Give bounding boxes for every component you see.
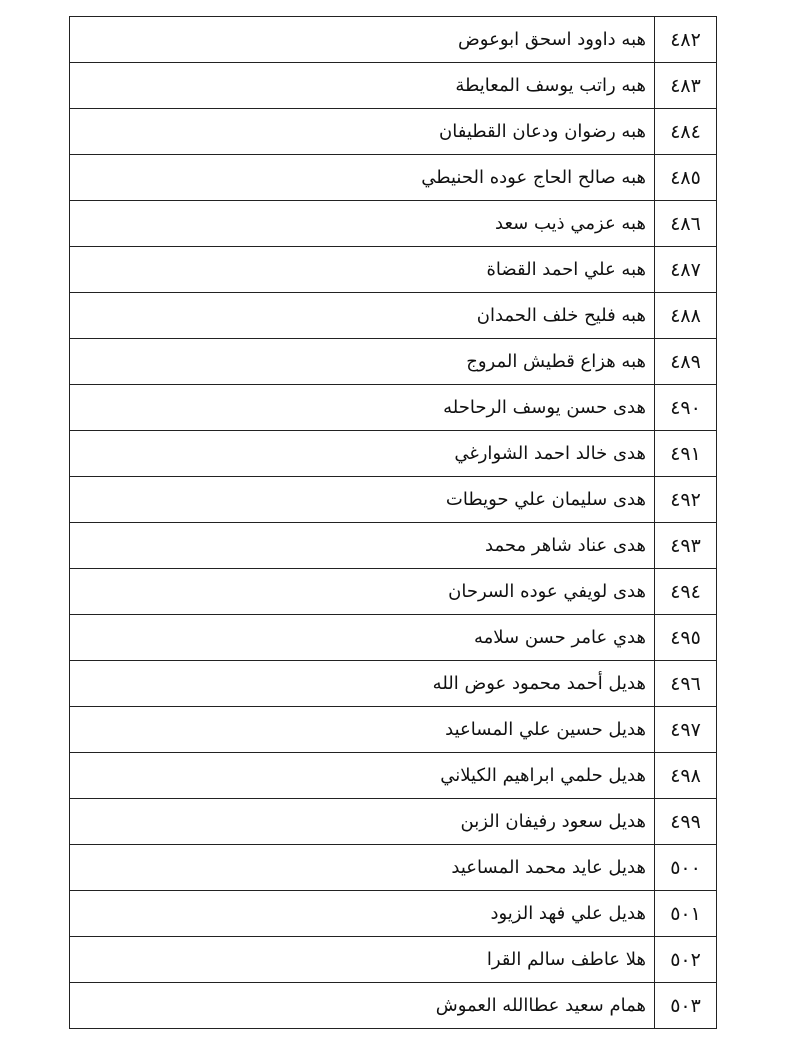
person-name-cell: هبه علي احمد القضاة — [70, 247, 655, 293]
row-number-cell: ٤٩٨ — [655, 753, 717, 799]
table-row — [70, 569, 717, 615]
person-name-cell: هديل سعود رفيفان الزبن — [70, 799, 655, 845]
person-name-cell: هديل حسين علي المساعيد — [70, 707, 655, 753]
row-number-cell: ٤٩٦ — [655, 661, 717, 707]
table-row — [70, 385, 717, 431]
table-row — [70, 523, 717, 569]
row-number-cell: ٤٨٨ — [655, 293, 717, 339]
row-number-cell: ٥٠٠ — [655, 845, 717, 891]
names-table — [69, 16, 717, 1029]
row-number-cell: ٥٠٢ — [655, 937, 717, 983]
person-name-cell: هدي عامر حسن سلامه — [70, 615, 655, 661]
row-number-cell: ٤٨٦ — [655, 201, 717, 247]
person-name-cell: هبه هزاع قطيش المروج — [70, 339, 655, 385]
person-name-cell: هبه فليح خلف الحمدان — [70, 293, 655, 339]
person-name-cell: هبه صالح الحاج عوده الحنيطي — [70, 155, 655, 201]
row-number-cell: ٥٠٣ — [655, 983, 717, 1029]
table-row — [70, 109, 717, 155]
row-number-cell: ٤٩٠ — [655, 385, 717, 431]
person-name-cell: هدى حسن يوسف الرحاحله — [70, 385, 655, 431]
names-table-body — [70, 17, 717, 1029]
row-number-cell: ٤٨٤ — [655, 109, 717, 155]
table-row — [70, 155, 717, 201]
row-number-cell: ٤٩٤ — [655, 569, 717, 615]
table-row — [70, 753, 717, 799]
row-number-cell: ٤٩٢ — [655, 477, 717, 523]
person-name-cell: هدى لويفي عوده السرحان — [70, 569, 655, 615]
person-name-cell: هديل حلمي ابراهيم الكيلاني — [70, 753, 655, 799]
person-name-cell: هديل علي فهد الزيود — [70, 891, 655, 937]
table-row — [70, 615, 717, 661]
person-name-cell: هبه عزمي ذيب سعد — [70, 201, 655, 247]
table-row — [70, 477, 717, 523]
person-name-cell: هديل أحمد محمود عوض الله — [70, 661, 655, 707]
person-name-cell: هدى خالد احمد الشوارغي — [70, 431, 655, 477]
table-row — [70, 247, 717, 293]
row-number-cell: ٤٨٩ — [655, 339, 717, 385]
table-row — [70, 891, 717, 937]
person-name-cell: هلا عاطف سالم القرا — [70, 937, 655, 983]
table-row — [70, 799, 717, 845]
row-number-cell: ٥٠١ — [655, 891, 717, 937]
person-name-cell: هبه رضوان ودعان القطيفان — [70, 109, 655, 155]
row-number-cell: ٤٩٧ — [655, 707, 717, 753]
table-row — [70, 431, 717, 477]
table-row — [70, 707, 717, 753]
row-number-cell: ٤٩٥ — [655, 615, 717, 661]
table-row — [70, 845, 717, 891]
row-number-cell: ٤٩٣ — [655, 523, 717, 569]
table-row — [70, 293, 717, 339]
row-number-cell: ٤٨٣ — [655, 63, 717, 109]
names-table-container — [69, 16, 717, 1029]
table-row — [70, 661, 717, 707]
person-name-cell: هبه راتب يوسف المعايطة — [70, 63, 655, 109]
person-name-cell: هبه داوود اسحق ابوعوض — [70, 17, 655, 63]
row-number-cell: ٤٨٧ — [655, 247, 717, 293]
table-row — [70, 201, 717, 247]
row-number-cell: ٤٩١ — [655, 431, 717, 477]
person-name-cell: هديل عايد محمد المساعيد — [70, 845, 655, 891]
person-name-cell: همام سعيد عطاالله العموش — [70, 983, 655, 1029]
table-row — [70, 339, 717, 385]
table-row — [70, 63, 717, 109]
table-row — [70, 983, 717, 1029]
row-number-cell: ٤٨٥ — [655, 155, 717, 201]
row-number-cell: ٤٩٩ — [655, 799, 717, 845]
table-row — [70, 17, 717, 63]
row-number-cell: ٤٨٢ — [655, 17, 717, 63]
person-name-cell: هدى عناد شاهر محمد — [70, 523, 655, 569]
person-name-cell: هدى سليمان علي حويطات — [70, 477, 655, 523]
table-row — [70, 937, 717, 983]
